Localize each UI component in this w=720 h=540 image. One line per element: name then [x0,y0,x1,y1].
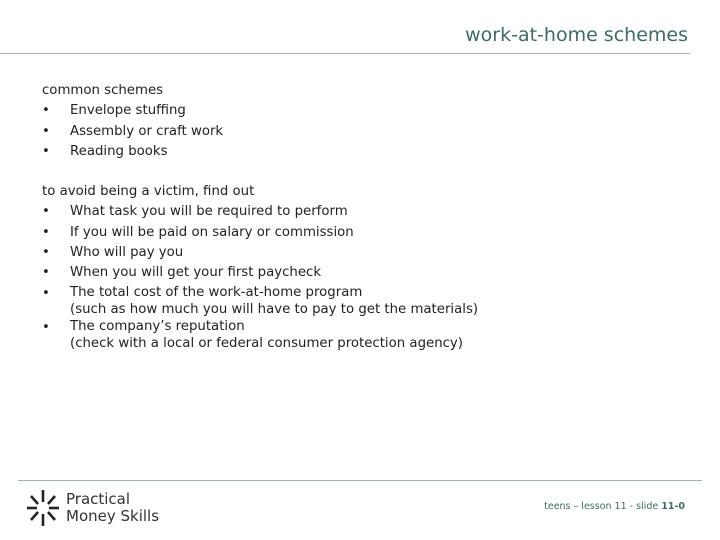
list-item [42,284,478,318]
slide-footer [544,501,685,512]
list-item: • If you will be paid on salary or commission [42,223,478,243]
item-line: • The total cost of the work-at-home program [70,284,363,300]
item-line: • The company’s reputation [70,318,245,334]
section-heading: common schemes [42,83,164,98]
list-item: • Reading books [42,142,478,162]
list-item: • Who will pay you [42,243,478,263]
slide-title: work-at-home schemes [465,24,688,46]
starburst-icon [26,489,60,527]
list-item [42,318,478,352]
footer-divider [18,480,702,481]
logo-line-1: Practical [66,490,131,508]
list-item: • When you will get your first paycheck [42,263,478,283]
slide-info: teens – lesson 11 - slide [544,501,662,512]
list-item: • What task you will be required to perform [42,202,478,222]
find-out-list [42,202,478,351]
section-heading: to avoid being a victim, find out [42,184,255,200]
list-item: • Assembly or craft work [42,122,478,142]
practical-money-skills-logo [26,489,159,527]
logo-line-2: Money Skills [66,507,160,525]
list-item: • Envelope stuffing [42,101,478,121]
common-schemes-list [42,101,478,162]
slide-number: 11-0 [661,501,685,512]
item-line: (such as how much you will have to pay to get the materials) [70,301,479,317]
slide-content [42,81,478,372]
title-divider [0,53,690,54]
item-line: (check with a local or federal consumer protection agency) [70,335,463,351]
